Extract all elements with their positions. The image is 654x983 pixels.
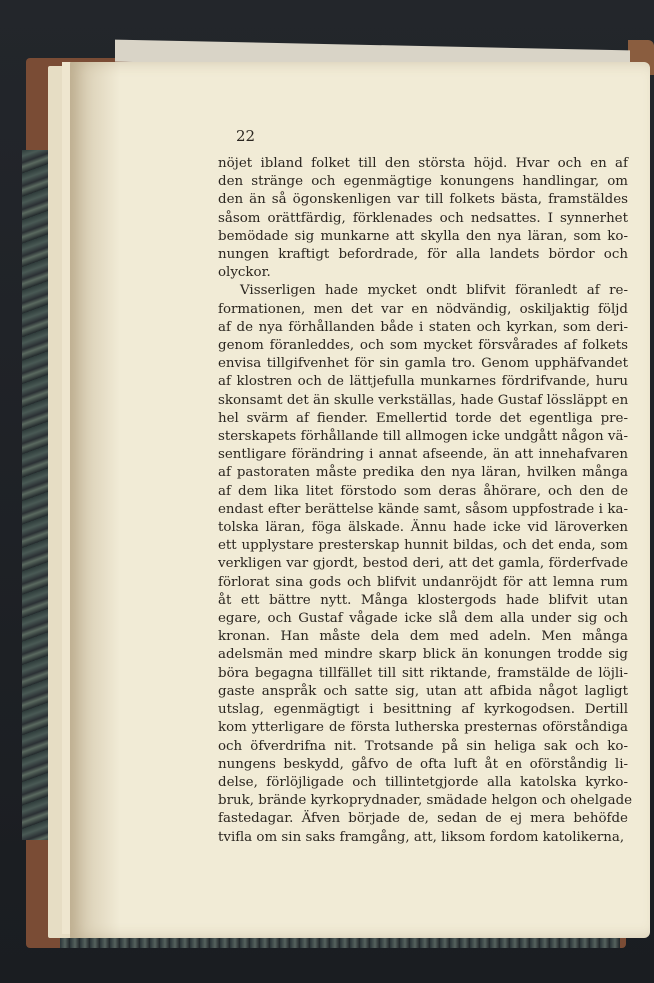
text-line: egare, och Gustaf vågade icke slå dem alla under sig och bbox=[218, 611, 628, 627]
text-line: bemödade sig munkarne att skylla den nya läran, som ko- bbox=[218, 228, 628, 244]
gutter-shadow bbox=[70, 62, 120, 938]
text-line: den än så ögonskenligen var till folkets bästa, framstäldes bbox=[218, 192, 628, 208]
page-number: 22 bbox=[236, 127, 256, 145]
text-line: tvifla om sin saks framgång, att, liksom fordom katolikerna, bbox=[218, 829, 625, 845]
text-line: och öfverdrifna nit. Trotsande på sin heliga sak och ko- bbox=[218, 738, 628, 754]
text-line: såsom orättfärdig, förklenades och nedsattes. I synnerhet bbox=[218, 210, 628, 226]
text-line: åt ett bättre nytt. Många klostergods hade blifvit utan bbox=[218, 592, 628, 608]
text-line: utslag, egenmägtigt i besittning af kyrkogodsen. Dertill bbox=[218, 702, 628, 718]
text-line: af pastoraten måste predika den nya läran, hvilken många bbox=[218, 465, 628, 481]
text-line: adelsmän med mindre skarp blick än konungen trodde sig bbox=[218, 647, 628, 663]
text-line: tolska läran, föga älskade. Ännu hade icke vid läroverken bbox=[218, 520, 628, 536]
text-line: envisa tillgifvenhet för sin gamla tro. Genom upphäfvandet bbox=[218, 356, 628, 372]
text-line: af klostren och de lättjefulla munkarnes fördrifvande, huru bbox=[218, 374, 628, 390]
text-line: nungens beskydd, gåfvo de ofta luft åt en oförståndig li- bbox=[218, 756, 628, 772]
text-line: gaste anspråk och satte sig, utan att afbida något lagligt bbox=[218, 683, 628, 699]
text-line: ett upplystare presterskap hunnit bildas, och det enda, som bbox=[218, 538, 628, 554]
text-line: verkligen var gjordt, bestod deri, att det gamla, förderfvade bbox=[218, 556, 628, 572]
text-line: kom ytterligare de första lutherska presternas oförståndiga bbox=[218, 720, 628, 736]
text-line: endast efter berättelse kände samt, såsom uppfostrade i ka- bbox=[218, 501, 628, 517]
body-text bbox=[218, 155, 633, 847]
text-line: den stränge och egenmägtige konungens handlingar, om bbox=[218, 174, 628, 190]
text-line: hel svärm af fiender. Emellertid torde det egentliga pre- bbox=[218, 410, 628, 426]
text-line: kronan. Han måste dela dem med adeln. Men många bbox=[218, 629, 628, 645]
text-line: formationen, men det var en nödvändig, oskiljaktig följd bbox=[218, 301, 628, 317]
text-line: bruk, brände kyrkoprydnader, smädade helgon och ohelgade bbox=[218, 793, 633, 809]
text-line: fastedagar. Äfven började de, sedan de ej mera behöfde bbox=[218, 811, 628, 827]
text-line: genom föranleddes, och som mycket försvårades af folkets bbox=[218, 338, 628, 354]
text-line: böra begagna tillfället till sitt riktande, framstälde de löjli- bbox=[218, 665, 628, 681]
text-line: nöjet ibland folket till den största höjd. Hvar och en af bbox=[218, 156, 628, 171]
text-line: af de nya förhållanden både i staten och kyrkan, som deri- bbox=[218, 319, 628, 335]
text-line: förlorat sina gods och blifvit undanröjdt för att lemna rum bbox=[218, 574, 628, 590]
text-line: sterskapets förhållande till allmogen icke undgått någon vä- bbox=[218, 429, 628, 445]
text-line: olyckor. bbox=[218, 265, 271, 281]
text-line: af dem lika litet förstodo som deras åhörare, och den de bbox=[218, 483, 628, 499]
text-line: sentligare förändring i annat afseende, än att innehafvaren bbox=[218, 447, 628, 463]
text-line: Visserligen hade mycket ondt blifvit föranledt af re- bbox=[240, 283, 628, 299]
text-line: skonsamt det än skulle verkställas, hade Gustaf lössläppt en bbox=[218, 392, 629, 408]
text-line: nungen kraftigt befordrade, för alla landets bördor och bbox=[218, 247, 628, 263]
text-line: delse, förlöjligade och tillintetgjorde alla katolska kyrko- bbox=[218, 774, 628, 790]
